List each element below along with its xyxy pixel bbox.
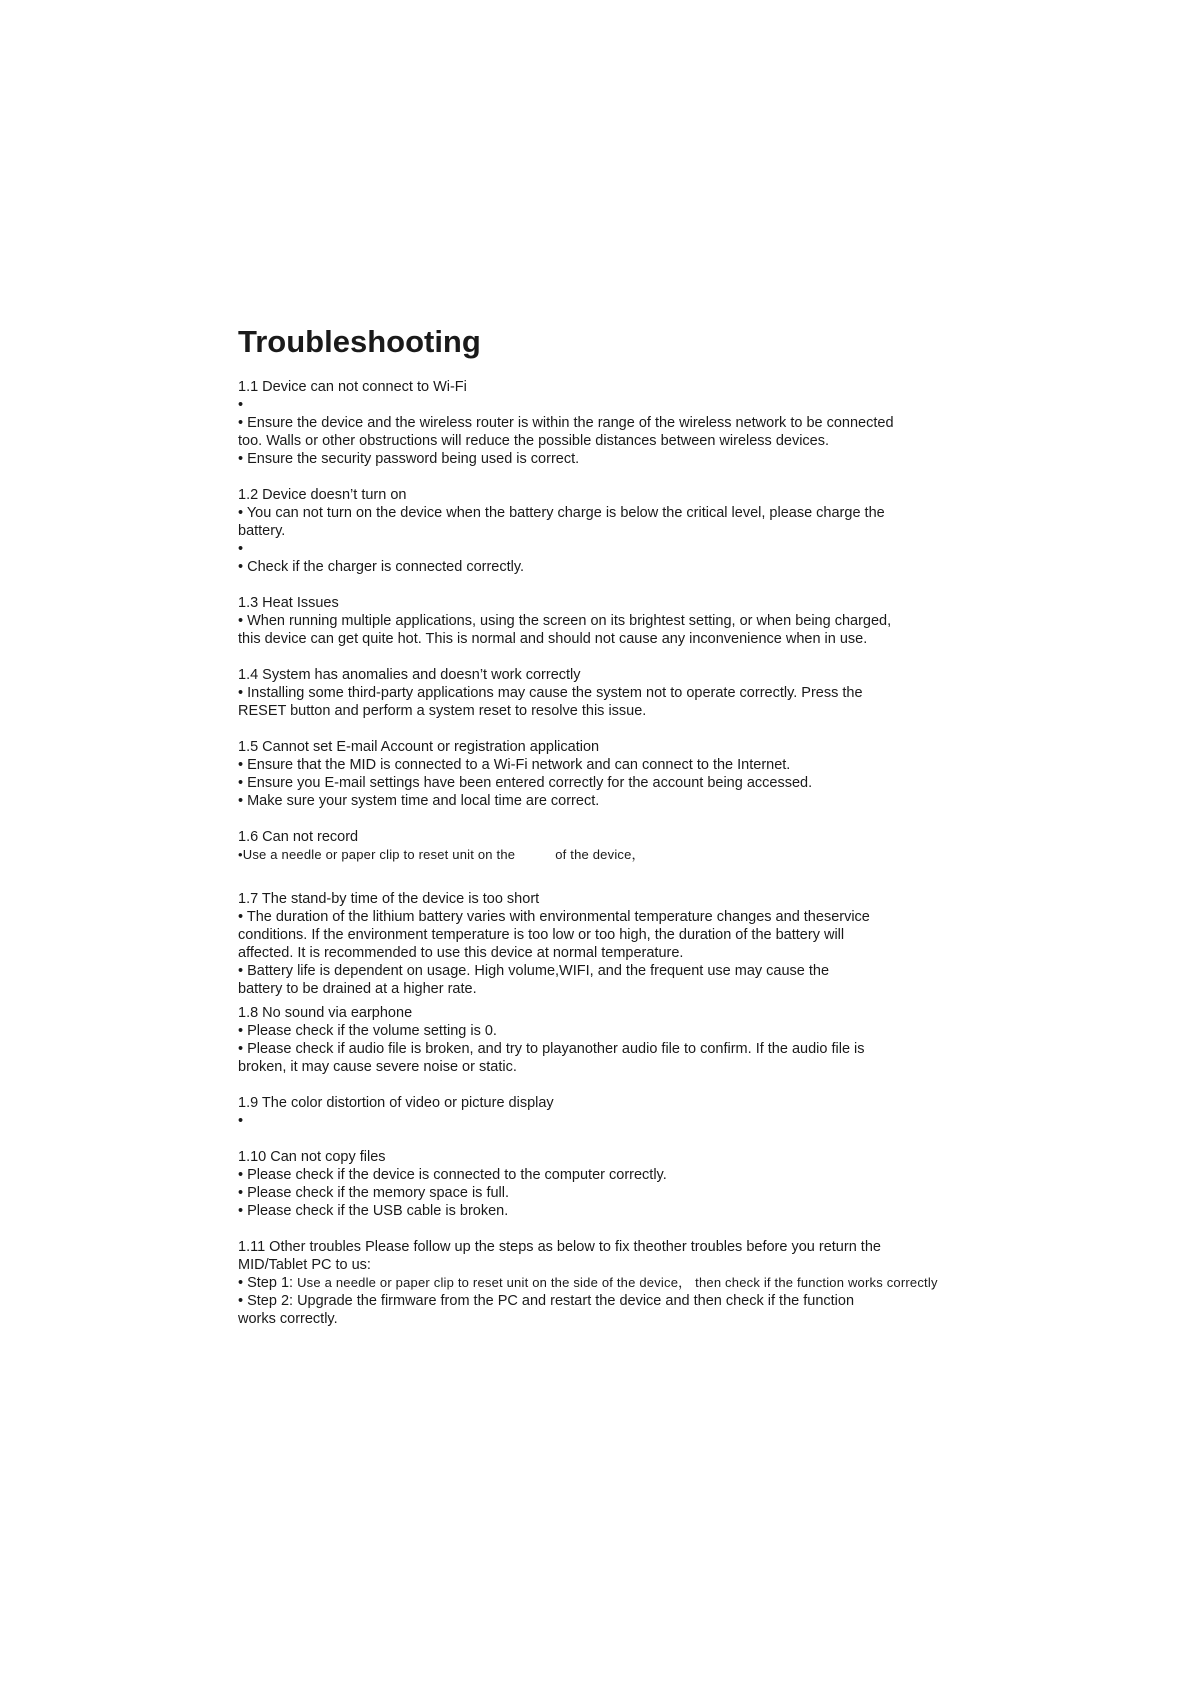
text-line: this device can get quite hot. This is normal and should not cause any inconvenience when in use. [238, 631, 868, 647]
bullet-line: • Ensure the security password being used is correct. [238, 451, 580, 467]
section-standby [238, 890, 958, 998]
bullet-line: • Please check if the device is connected to the computer correctly. [238, 1167, 667, 1183]
text-line: too. Walls or other obstructions will reduce the possible distances between wireless devices. [238, 433, 830, 449]
text-line: MID/Tablet PC to us: [238, 1257, 371, 1273]
bullet-line: • Ensure that the MID is connected to a Wi-Fi network and can connect to the Internet. [238, 757, 791, 773]
text-line: works correctly. [238, 1311, 338, 1327]
bullet-line: • Please check if audio file is broken, and try to playanother audio file to confirm. If the audio file is [238, 1041, 865, 1057]
section-other [238, 1238, 958, 1328]
bullet-line: • [238, 397, 244, 413]
step1-label: • Step 1: [238, 1275, 298, 1291]
section-heading: 1.1 Device can not connect to Wi-Fi [238, 379, 467, 395]
step-line [238, 1274, 958, 1292]
bullet-line: • Please check if the memory space is full. [238, 1185, 510, 1201]
troubleshooting-page [238, 322, 958, 1346]
bullet-line [238, 846, 958, 864]
record-text-b: of the device， [555, 847, 645, 862]
bullet-line: • [238, 541, 244, 557]
bullet-line: • You can not turn on the device when the battery charge is below the critical level, please charge the [238, 505, 885, 521]
bullet-line: • Ensure the device and the wireless router is within the range of the wireless network to be connected [238, 415, 894, 431]
section-wifi [238, 378, 958, 468]
section-earphone [238, 1004, 958, 1076]
bullet-line: • [238, 1113, 244, 1129]
section-heading: 1.6 Can not record [238, 829, 359, 845]
section-color [238, 1094, 958, 1130]
section-heat [238, 594, 958, 648]
text-line: battery to be drained at a higher rate. [238, 981, 477, 997]
step-line: • Step 2: Upgrade the firmware from the PC and restart the device and then check if the function [238, 1293, 855, 1309]
bullet-line: • The duration of the lithium battery varies with environmental temperature changes and theservice [238, 909, 870, 925]
section-power [238, 486, 958, 576]
text-line: battery. [238, 523, 286, 539]
section-heading: 1.11 Other troubles Please follow up the steps as below to fix theother troubles before you return the [238, 1239, 881, 1255]
section-heading: 1.3 Heat Issues [238, 595, 339, 611]
text-line: conditions. If the environment temperature is too low or too high, the duration of the battery will [238, 927, 845, 943]
section-heading: 1.4 System has anomalies and doesn’t work correctly [238, 667, 581, 683]
text-line: RESET button and perform a system reset to resolve this issue. [238, 703, 647, 719]
bullet-line: • Installing some third-party applications may cause the system not to operate correctly. Press the [238, 685, 863, 701]
step1-text: Use a needle or paper clip to reset unit on the side of the device， then check if the function works correctly [297, 1275, 938, 1290]
section-heading: 1.2 Device doesn’t turn on [238, 487, 407, 503]
bullet-line: • When running multiple applications, using the screen on its brightest setting, or when being charged, [238, 613, 892, 629]
section-record [238, 828, 958, 864]
section-system [238, 666, 958, 720]
section-copy [238, 1148, 958, 1220]
section-heading: 1.9 The color distortion of video or picture display [238, 1095, 554, 1111]
bullet-line: • Please check if the USB cable is broken. [238, 1203, 509, 1219]
section-heading: 1.5 Cannot set E-mail Account or registration application [238, 739, 600, 755]
text-line: affected. It is recommended to use this device at normal temperature. [238, 945, 684, 961]
record-text-a: •Use a needle or paper clip to reset unit on the [238, 847, 516, 862]
section-heading: 1.8 No sound via earphone [238, 1005, 413, 1021]
bullet-line: • Check if the charger is connected correctly. [238, 559, 525, 575]
bullet-line: • Ensure you E-mail settings have been entered correctly for the account being accessed. [238, 775, 813, 791]
section-heading: 1.7 The stand-by time of the device is too short [238, 891, 540, 907]
bullet-line: • Battery life is dependent on usage. High volume,WIFI, and the frequent use may cause the [238, 963, 830, 979]
bullet-line: • Make sure your system time and local time are correct. [238, 793, 600, 809]
page-title: Troubleshooting [238, 324, 481, 359]
text-line: broken, it may cause severe noise or static. [238, 1059, 517, 1075]
bullet-line: • Please check if the volume setting is 0. [238, 1023, 497, 1039]
section-email [238, 738, 958, 810]
section-heading: 1.10 Can not copy files [238, 1149, 386, 1165]
